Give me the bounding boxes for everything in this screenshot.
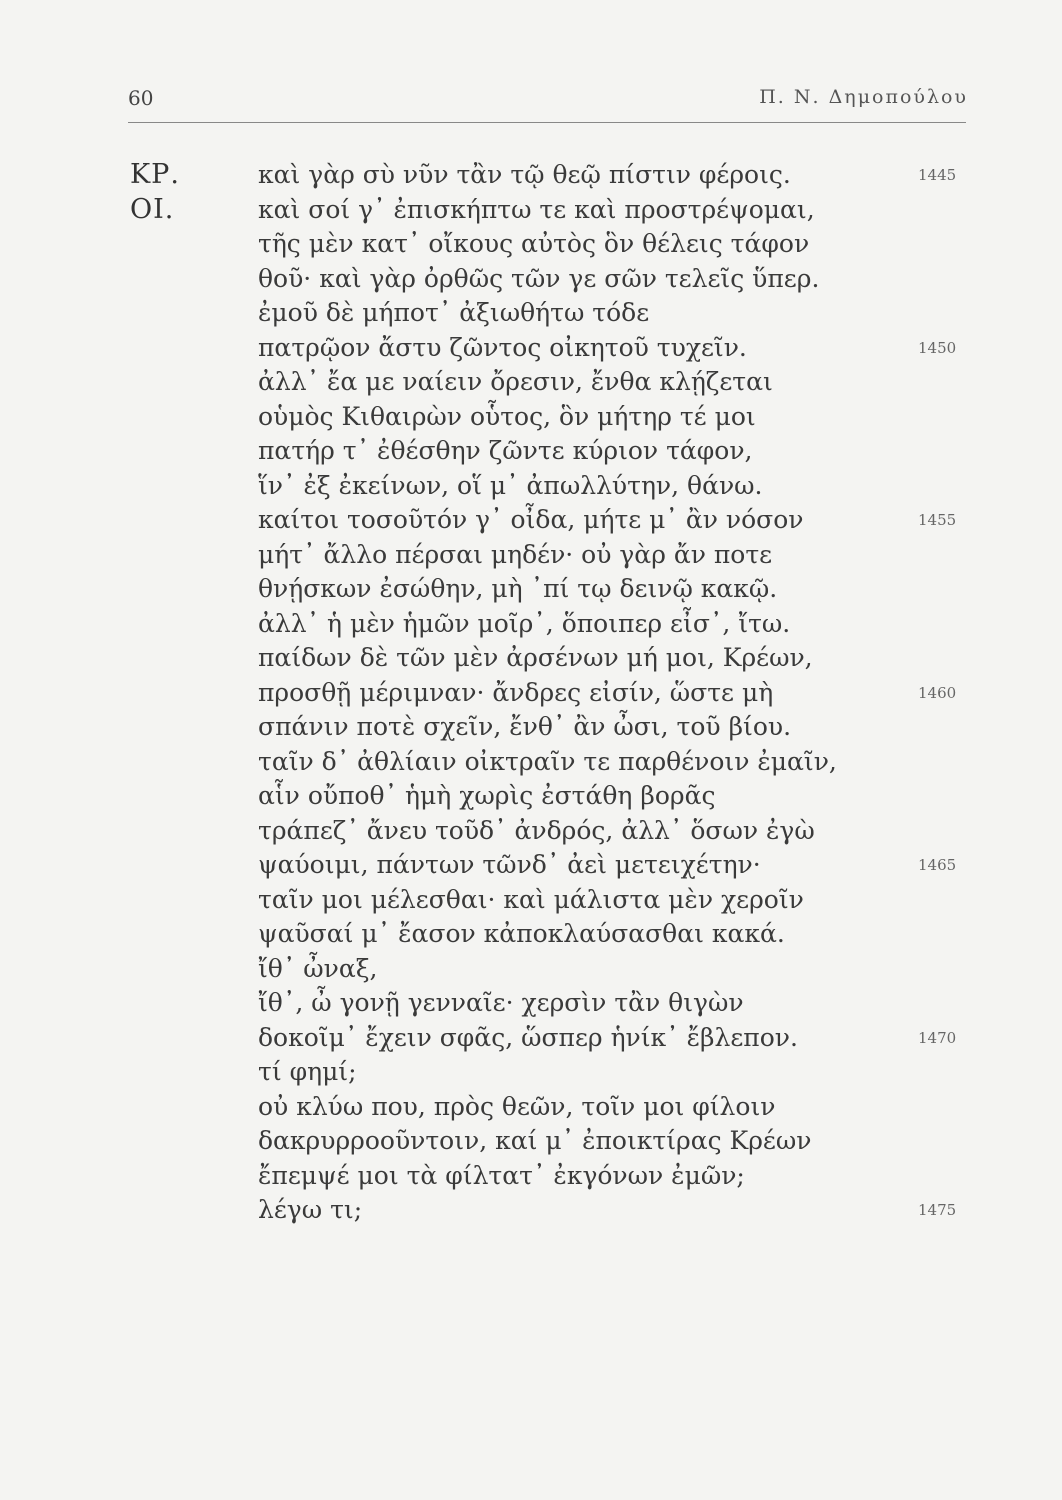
verse-line	[130, 986, 980, 1021]
verse-text-line: ἐμοῦ δὲ μήποτ᾽ ἀξιωθήτω τόδε	[258, 298, 650, 327]
line-number: 1445	[918, 166, 957, 184]
verse-line	[130, 331, 980, 366]
header-rule	[128, 122, 966, 123]
verse-line	[130, 296, 980, 331]
verse-line	[130, 1159, 980, 1194]
line-number: 1450	[918, 338, 957, 357]
verse-text	[130, 158, 980, 1228]
verse-text-line: οὑμὸς Κιθαιρὼν οὗτος, ὃν μήτηρ τέ μοι	[258, 401, 756, 431]
verse-text-line: πατήρ τ᾽ ἐθέσθην ζῶντε κύριον τάφον,	[258, 436, 753, 465]
speaker-label: ΚΡ.	[130, 159, 180, 190]
verse-line	[130, 158, 980, 193]
page-header	[128, 86, 968, 116]
verse-text-line: ἔπεμψέ μοι τὰ φίλτατ᾽ ἐκγόνων ἐμῶν;	[258, 1160, 745, 1190]
verse-line	[130, 469, 980, 504]
verse-text-line: ψαύοιμι, πάντων τῶνδ᾽ ἀεὶ μετειχέτην·	[258, 850, 761, 879]
verse-line	[130, 848, 980, 883]
verse-text-line: αἷν οὔποθ᾽ ἡμὴ χωρὶς ἐστάθη βορᾶς	[258, 781, 716, 810]
verse-line	[130, 607, 980, 642]
verse-line	[130, 572, 980, 607]
verse-text-line: τράπεζ᾽ ἄνευ τοῦδ᾽ ἀνδρός, ἀλλ᾽ ὅσων ἐγὼ	[258, 815, 815, 845]
verse-text-line: θοῦ· καὶ γὰρ ὀρθῶς τῶν γε σῶν τελεῖς ὕπερ.	[258, 263, 820, 293]
verse-line	[130, 814, 980, 849]
verse-text-line: οὐ κλύω που, πρὸς θεῶν, τοῖν μοι φίλοιν	[258, 1091, 776, 1121]
verse-line	[130, 262, 980, 297]
line-number: 1475	[918, 1201, 957, 1219]
running-head: Π. Ν. Δημοπούλου	[759, 86, 968, 108]
verse-text-line: ψαῦσαί μ᾽ ἔασον κἀποκλαύσασθαι κακά.	[258, 919, 785, 948]
verse-line	[130, 227, 980, 262]
verse-text-line: ἵν᾽ ἐξ ἐκείνων, οἵ μ᾽ ἀπωλλύτην, θάνω.	[258, 470, 763, 500]
verse-text-line: δοκοῖμ᾽ ἔχειν σφᾶς, ὥσπερ ἡνίκ᾽ ἔβλεπον.	[258, 1022, 798, 1052]
verse-line	[130, 883, 980, 918]
verse-line	[130, 434, 980, 469]
verse-text-line: τί φημί;	[258, 1057, 357, 1086]
verse-text-line: πατρῷον ἄστυ ζῶντος οἰκητοῦ τυχεῖν.	[258, 332, 747, 362]
verse-line	[130, 1021, 980, 1056]
verse-line	[130, 193, 980, 228]
verse-text-line: προσθῇ μέριμναν· ἄνδρες εἰσίν, ὥστε μὴ	[258, 677, 774, 707]
verse-text-line: ἀλλ᾽ ἔα με ναίειν ὄρεσιν, ἔνθα κλῄζεται	[258, 367, 773, 396]
verse-line	[130, 1055, 980, 1090]
verse-line	[130, 538, 980, 573]
verse-line	[130, 745, 980, 780]
verse-text-line: θνῄσκων ἐσώθην, μὴ ᾽πί τῳ δεινῷ κακῷ.	[258, 574, 778, 603]
verse-line	[130, 365, 980, 400]
verse-text-line: ἴθ᾽, ὦ γονῇ γενναῖε· χερσὶν τἂν θιγὼν	[258, 988, 744, 1017]
line-number: 1470	[918, 1028, 957, 1047]
verse-text-line: ἀλλ᾽ ἡ μὲν ἡμῶν μοῖρ᾽, ὅποιπερ εἶσ᾽, ἴτω.	[258, 608, 791, 638]
verse-text-line: σπάνιν ποτὲ σχεῖν, ἔνθ᾽ ἂν ὦσι, τοῦ βίου.	[258, 712, 792, 741]
speaker-label: ΟΙ.	[130, 193, 175, 225]
verse-line	[130, 503, 980, 538]
verse-text-line: παίδων δὲ τῶν μὲν ἀρσένων μή μοι, Κρέων,	[258, 643, 813, 672]
verse-text-line: λέγω τι;	[258, 1195, 363, 1224]
line-number: 1460	[918, 683, 957, 702]
verse-text-line: τῆς μὲν κατ᾽ οἴκους αὐτὸς ὃν θέλεις τάφον	[258, 229, 810, 258]
verse-line	[130, 917, 980, 952]
verse-line	[130, 641, 980, 676]
line-number: 1455	[918, 511, 957, 529]
verse-text-line: ταῖν δ᾽ ἀθλίαιν οἰκτραῖν τε παρθένοιν ἐμαῖν,	[258, 746, 837, 776]
line-number: 1465	[918, 856, 957, 874]
verse-text-line: ἴθ᾽ ὦναξ,	[258, 953, 378, 983]
verse-text-line: καὶ σοί γ᾽ ἐπισκήπτω τε καὶ προστρέψομαι,	[258, 194, 815, 224]
verse-line	[130, 400, 980, 435]
verse-line	[130, 779, 980, 814]
verse-line	[130, 1090, 980, 1125]
verse-text-line: ταῖν μοι μέλεσθαι· καὶ μάλιστα μὲν χεροῖν	[258, 884, 804, 914]
verse-line	[130, 710, 980, 745]
verse-line	[130, 952, 980, 987]
verse-line	[130, 1193, 980, 1228]
verse-text-line: καὶ γὰρ σὺ νῦν τἂν τῷ θεῷ πίστιν φέροις.	[258, 160, 791, 189]
verse-text-line: μήτ᾽ ἄλλο πέρσαι μηδέν· οὐ γὰρ ἄν ποτε	[258, 539, 773, 569]
verse-text-line: καίτοι τοσοῦτόν γ᾽ οἶδα, μήτε μ᾽ ἂν νόσον	[258, 505, 804, 534]
verse-line	[130, 1124, 980, 1159]
verse-text-line: δακρυρροοῦντοιν, καί μ᾽ ἐποικτίρας Κρέων	[258, 1126, 812, 1155]
verse-line	[130, 676, 980, 711]
page-number: 60	[128, 86, 154, 110]
